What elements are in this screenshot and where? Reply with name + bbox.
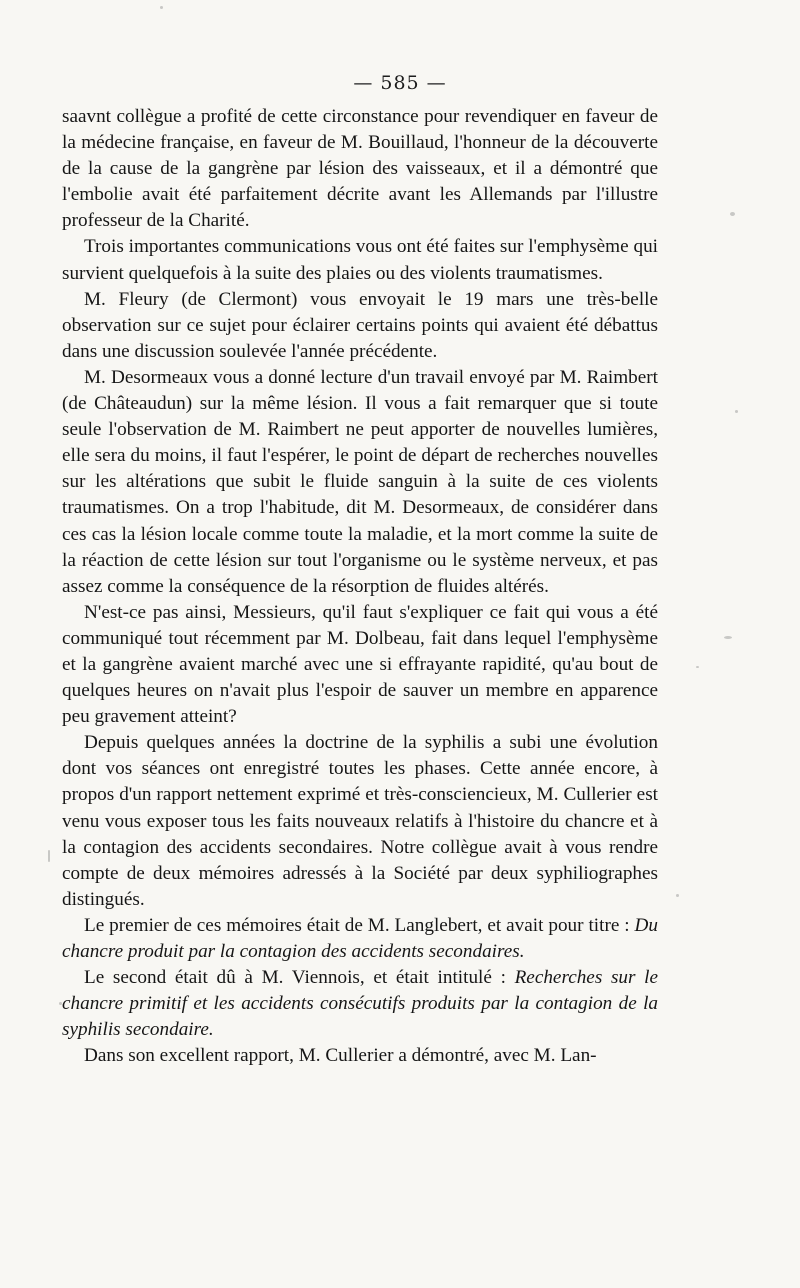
body-text [62,104,658,1069]
memoir-title-1: Du chancre produit par la contagion des accidents secondaires. [62,914,658,962]
paragraph-9: Dans son excellent rapport, M. Cullerier a démontré, avec M. Lan- [84,1045,597,1067]
paragraph-8-text: Le second était dû à M. Viennois, et était intitulé : [84,967,515,989]
paragraph-2: Trois importantes communications vous ont été faites sur l'emphysème qui survient quelquefois à la suite des plaies ou des violents traumatismes. [62,236,658,284]
page-number: — 585 — [353,72,447,94]
paragraph-8 [62,965,658,1043]
paragraph-5: N'est-ce pas ainsi, Messieurs, qu'il faut s'expliquer ce fait qui vous a été communiqué tout récemment par M. Dolbeau, fait dans lequel l'emphysème et la gangrène avaient marché avec une si effrayante rapidité, qu'au bout de quelques heures on n'avait plus l'espoir de sauver un membre en apparence peu gravement atteint? [62,601,658,728]
paragraph-4: M. Desormeaux vous a donné lecture d'un travail envoyé par M. Raimbert (de Châteaudun) sur la même lésion. Il vous a fait remarquer que si toute seule l'observation de M. Raimbert ne peut apporter de nouvelles lumières, elle sera du moins, il faut l'espérer, le point de départ de recherches nouvelles sur les altérations que subit le fluide sanguin à la suite de ces violents traumatismes. On a trop l'habitude, dit M. Desormeaux, de considérer dans ces cas la lésion locale comme toute la maladie, et la mort comme la suite de la réaction de cette lésion sur tout l'organisme ou le système nerveux, et pas assez comme la conséquence de la résorption de fluides altérés. [62,366,658,597]
paragraph-1: saavnt collègue a profité de cette circonstance pour revendiquer en faveur de la médecine française, en faveur de M. Bouillaud, l'honneur de la découverte de la cause de la gangrène par lésion des vaisseaux, et il a démontré que l'embolie avait été parfaitement décrite avant les Allemands par l'illustre professeur de la Charité. [62,106,658,232]
paragraph-6: Depuis quelques années la doctrine de la syphilis a subi une évolution dont vos séances ont enregistré toutes les phases. Cette année encore, à propos d'un rapport nettement exprimé et très-consciencieux, M. Cullerier est venu vous exposer tous les faits nouveaux relatifs à l'histoire du chancre et à la contagion des accidents secondaires. Notre collègue avait à vous rendre compte de deux mémoires adressés à la Société par deux syphiliographes distingués. [62,732,658,910]
paragraph-7-text: Le premier de ces mémoires était de M. Langlebert, et avait pour titre : [84,914,635,936]
paragraph-7 [62,913,658,965]
memoir-title-2: Recherches sur le chancre primitif et les accidents consécutifs produits par la contagion de la syphilis secondaire. [62,967,658,1041]
paragraph-3: M. Fleury (de Clermont) vous envoyait le 19 mars une très-belle observation sur ce sujet pour éclairer certains points qui avaient été débattus dans une discussion soulevée l'année précédente. [62,288,658,362]
